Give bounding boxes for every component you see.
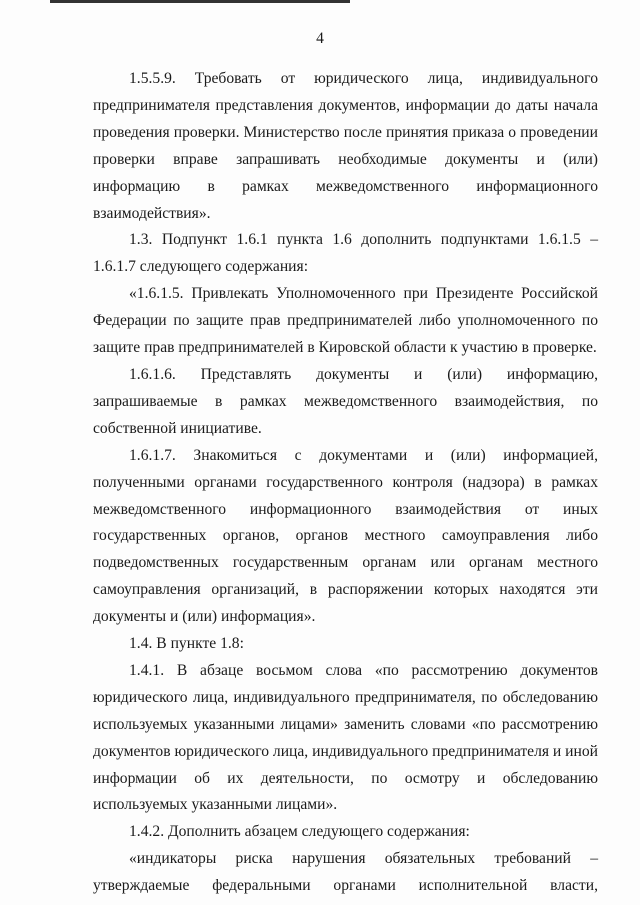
paragraph-1-4: 1.4. В пункте 1.8: (129, 635, 244, 653)
paragraph-risk-indicators: «индикаторы риска нарушения обязательных требований – утверждаемые федеральными органами исполнительной власти, (93, 850, 598, 895)
paragraph-1-6-1-7: 1.6.1.7. Знакомиться с документами и (или) информацией, полученными органами государственного контроля (надзора) в рамках межведомственного информационного взаимодействия от иных государственных органов, органов местного самоуправления либо подведомственных государственным органам или органам местного самоуправления организаций, в распоряжении которых находятся эти документы и (или) информация». (93, 446, 598, 626)
document-body (93, 66, 598, 900)
page-number: 4 (316, 30, 324, 47)
paragraph-1-6-1-6: 1.6.1.6. Представлять документы и (или) информацию, запрашиваемые в рамках межведомственного взаимодействия, по собственной инициативе. (93, 365, 598, 437)
paragraph-1-4-2: 1.4.2. Дополнить абзацем следующего содержания: (129, 823, 470, 841)
paragraph-1-3: 1.3. Подпункт 1.6.1 пункта 1.6 дополнить подпунктами 1.6.1.5 – 1.6.1.7 следующего содержания: (93, 231, 598, 276)
paragraph-1-4-1: 1.4.1. В абзаце восьмом слова «по рассмотрению документов юридического лица, индивидуального предпринимателя, по обследованию используемых указанными лицами» заменить словами «по рассмотрению документов юридического лица, индивидуального предпринимателя и иной информации об их деятельности, по осмотру и обследованию используемых указанными лицами». (93, 661, 599, 814)
top-border-line (50, 0, 350, 3)
paragraph-1-5-5-9: 1.5.5.9. Требовать от юридического лица, индивидуального предпринимателя представления документов, информации до даты начала проведения проверки. Министерство после принятия приказа о проведении проверки вправе запрашивать необходимые документы и (или) информацию в рамках межведомственного информационного взаимодействия». (93, 70, 598, 222)
paragraph-1-6-1-5: «1.6.1.5. Привлекать Уполномоченного при Президенте Российской Федерации по защите прав предпринимателей либо уполномоченного по защите прав предпринимателей в Кировской области к участию в проверке. (93, 285, 598, 357)
